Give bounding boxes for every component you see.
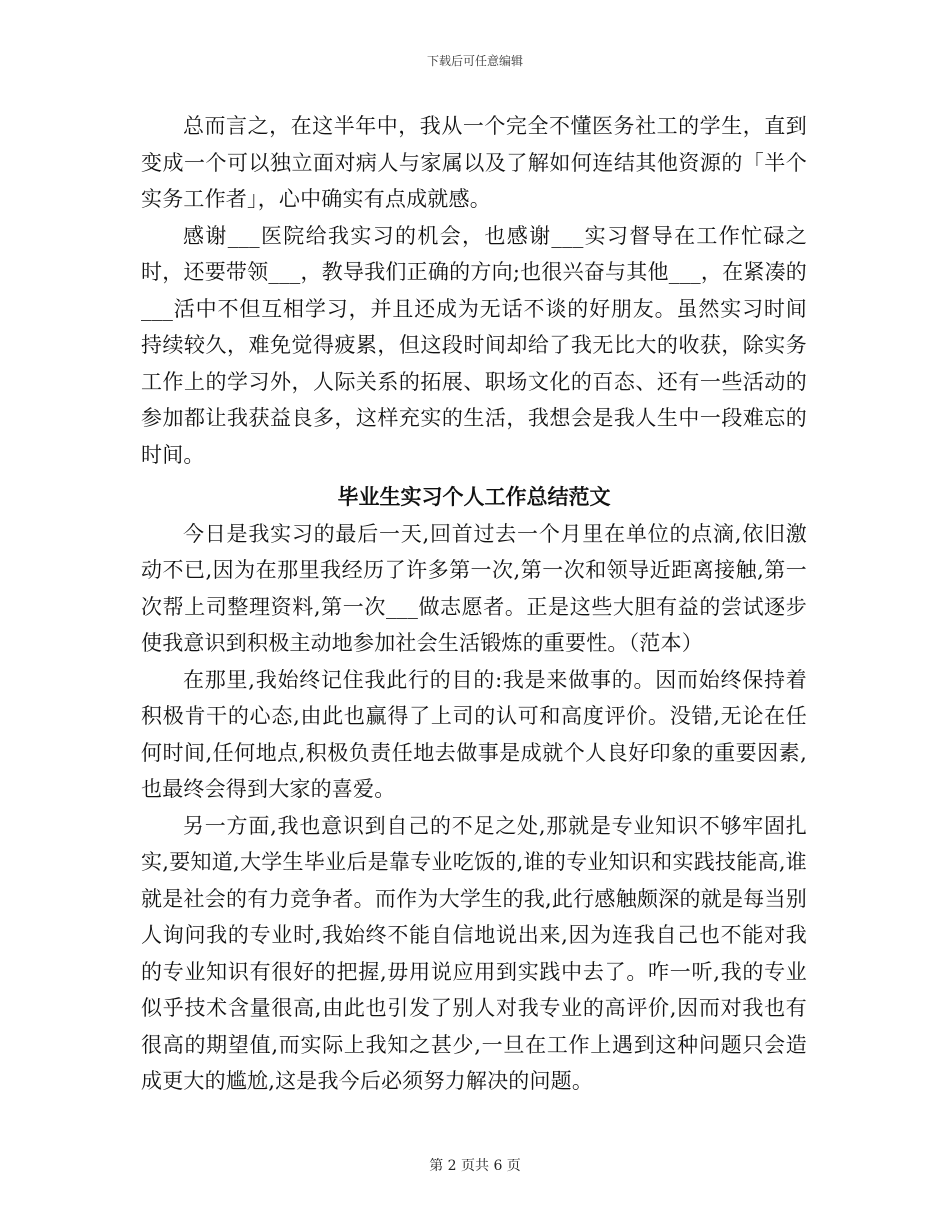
section-title: 毕业生实习个人工作总结范文: [337, 485, 611, 509]
paragraph-shortcomings: 另一方面,我也意识到自己的不足之处,那就是专业知识不够牢固扎实,要知道,大学生毕业后是靠专业吃饭的,谁的专业知识和实践技能高,谁就是社会的有力竞争者。而作为大学生的我,此行感触颇深的就是每当别人询问我的专业时,我始终不能自信地说出来,因为连我自己也不能对我的专业知识有很好的把握,毋用说应用到实践中去了。咋一听,我的专业似乎技术含量很高,由此也引发了别人对我专业的高评价,因而对我也有很高的期望值,而实际上我知之甚少,一旦在工作上遇到这种问题只会造成更大的尴尬,这是我今后必须努力解决的问题。: [141, 813, 807, 1093]
document-body: [141, 108, 807, 1100]
page-number: 第 2 页共 6 页: [429, 1158, 521, 1174]
paragraph-thanks: 感谢___医院给我实习的机会，也感谢___实习督导在工作忙碌之时，还要带领___，教导我们正确的方向;也很兴奋与其他___，在紧凑的___活中不但互相学习，并且还成为无话不谈的好朋友。虽然实习时间持续较久，难免觉得疲累，但这段时间却给了我无比大的收获，除实务工作上的学习外，人际关系的拓展、职场文化的百态、还有一些活动的参加都让我获益良多，这样充实的生活，我想会是我人生中一段难忘的时间。: [141, 223, 807, 467]
page-header: 下载后可任意编辑: [426, 54, 523, 68]
paragraph-last-day: 今日是我实习的最后一天,回首过去一个月里在单位的点滴,依旧激动不已,因为在那里我经历了许多第一次,第一次和领导近距离接触,第一次帮上司整理资料,第一次___做志愿者。正是这些大胆有益的尝试逐步使我意识到积极主动地参加社会生活锻炼的重要性。（范本）: [141, 521, 807, 655]
paragraph-purpose: 在那里,我始终记住我此行的目的:我是来做事的。因而始终保持着积极肯干的心态,由此也赢得了上司的认可和高度评价。没错,无论在任何时间,任何地点,积极负责任地去做事是成就个人良好印象的重要因素,也最终会得到大家的喜爱。: [141, 667, 807, 801]
paragraph-summary: 总而言之，在这半年中，我从一个完全不懂医务社工的学生，直到变成一个可以独立面对病人与家属以及了解如何连结其他资源的「半个实务工作者」，心中确实有点成就感。: [141, 114, 807, 211]
